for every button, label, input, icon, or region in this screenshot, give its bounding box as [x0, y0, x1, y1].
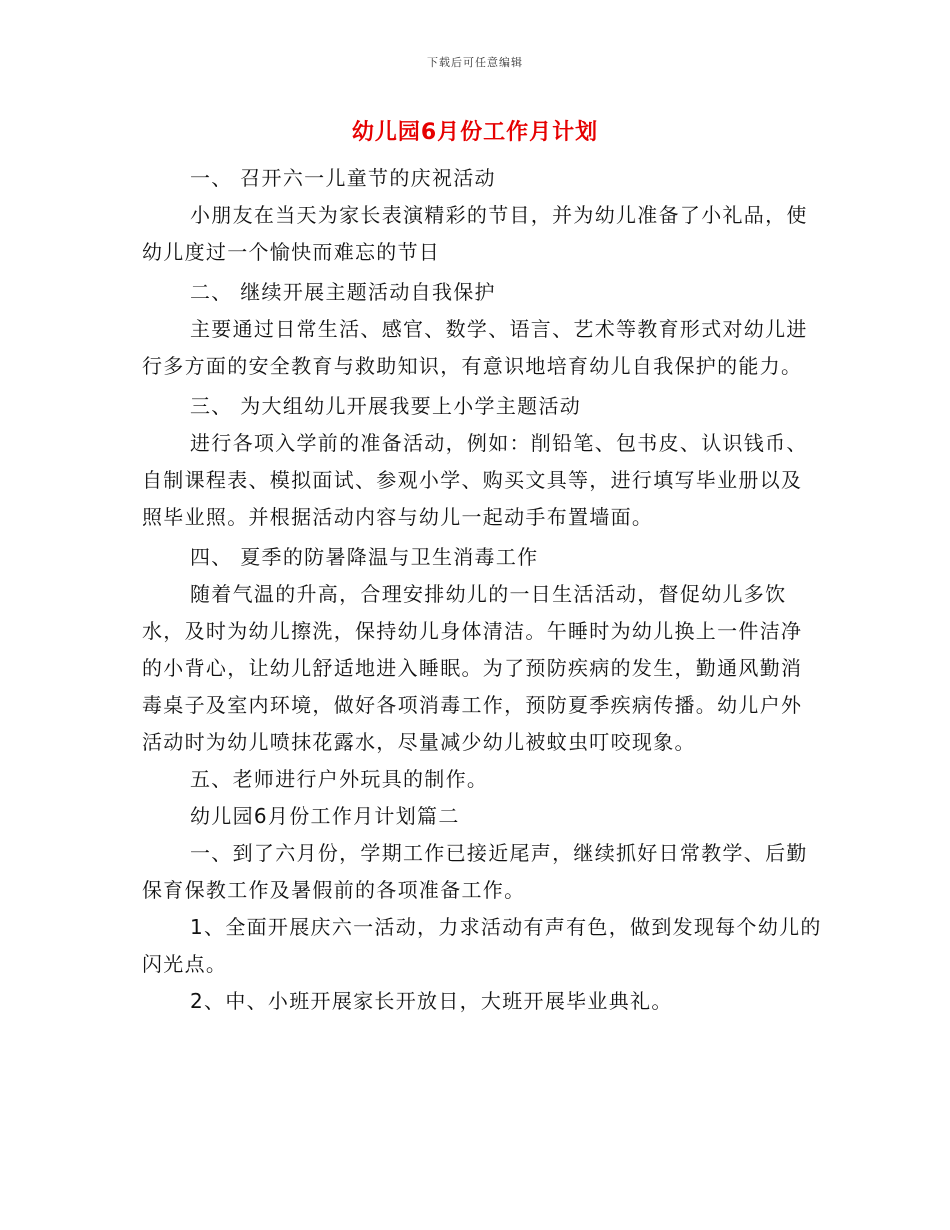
section-heading-1: 一、 召开六一儿童节的庆祝活动 [190, 166, 496, 190]
paragraph-5: 五、老师进行户外玩具的制作。 [190, 767, 489, 791]
document-title: 幼儿园6月份工作月计划 [351, 120, 599, 145]
header-note: 下载后可任意编辑 [427, 56, 523, 69]
section-heading-3: 三、 为大组幼儿开展我要上小学主题活动 [190, 394, 582, 418]
paragraph-6: 一、到了六月份，学期工作已接近尾声，继续抓好日常教学、后勤保育保教工作及暑假前的各项准备工作。 [142, 841, 808, 902]
paragraph-4: 随着气温的升高，合理安排幼儿的一日生活活动，督促幼儿多饮水，及时为幼儿擦洗，保持幼儿身体清洁。午睡时为幼儿换上一件洁净的小背心，让幼儿舒适地进入睡眠。为了预防疾病的发生，勤通风勤消毒桌子及室内环境，做好各项消毒工作，预防夏季疾病传播。幼儿户外活动时为幼儿喷抹花露水，尽量减少幼儿被蚊虫叮咬现象。 [142, 582, 803, 754]
document-body [142, 157, 822, 1020]
paragraph-7: 1、全面开展庆六一活动，力求活动有声有色，做到发现每个幼儿的闪光点。 [142, 915, 822, 976]
paragraph-1: 小朋友在当天为家长表演精彩的节目，并为幼儿准备了小礼品，使幼儿度过一个愉快而难忘的节日 [142, 203, 808, 264]
paragraph-8: 2、中、小班开展家长开放日，大班开展毕业典礼。 [190, 989, 673, 1013]
section-heading-4: 四、 夏季的防暑降温与卫生消毒工作 [190, 545, 539, 569]
subtitle-part-two: 幼儿园6月份工作月计划篇二 [190, 804, 460, 828]
paragraph-2: 主要通过日常生活、感官、数学、语言、艺术等教育形式对幼儿进行多方面的安全教育与救助知识，有意识地培育幼儿自我保护的能力。 [142, 317, 808, 378]
paragraph-3: 进行各项入学前的准备活动，例如：削铅笔、包书皮、认识钱币、自制课程表、模拟面试、参观小学、购买文具等，进行填写毕业册以及照毕业照。并根据活动内容与幼儿一起动手布置墙面。 [142, 431, 808, 529]
section-heading-2: 二、 继续开展主题活动自我保护 [190, 280, 496, 304]
